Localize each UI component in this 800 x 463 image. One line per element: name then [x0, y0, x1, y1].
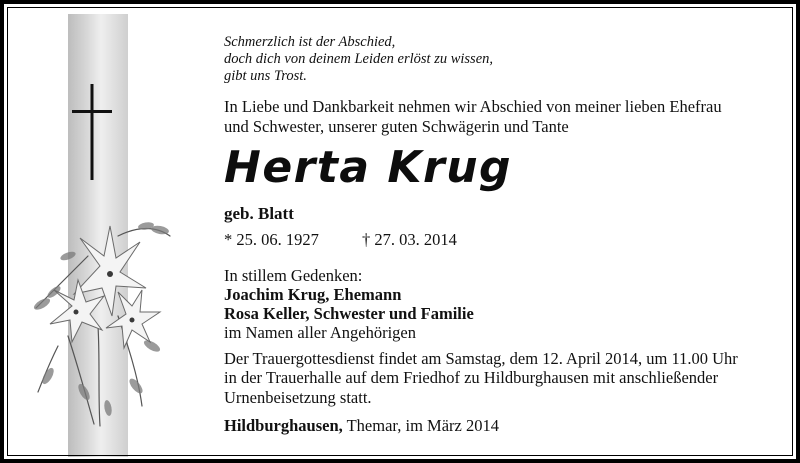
service-line: Urnenbeisetzung statt.	[224, 387, 372, 407]
intro-line: und Schwester, unserer guten Schwägerin und Tante	[224, 117, 569, 136]
death-date: † 27. 03. 2014	[362, 230, 457, 249]
mourners-block	[224, 266, 474, 342]
mourners-heading: In stillem Gedenken:	[224, 266, 363, 285]
intro-line: In Liebe und Dankbarkeit nehmen wir Abschied von meiner lieben Ehefrau	[224, 97, 722, 116]
service-notice	[224, 349, 738, 407]
place-rest: Themar, im März 2014	[342, 416, 499, 435]
place-city: Hildburghausen,	[224, 416, 343, 435]
mourners-relatives: im Namen aller Angehörigen	[224, 323, 416, 342]
service-line: in der Trauerhalle auf dem Friedhof zu Hildburghausen mit anschließender	[224, 368, 719, 388]
deceased-name: Herta Krug	[224, 142, 513, 193]
motto-line: doch dich von deinem Leiden erlöst zu wissen,	[224, 51, 494, 67]
motto-line: Schmerzlich ist der Abschied,	[224, 34, 396, 50]
mourner-sister: Rosa Keller, Schwester und Familie	[224, 304, 474, 323]
maiden-name: geb. Blatt	[224, 204, 294, 223]
motto-verse	[224, 34, 493, 85]
place-and-date	[224, 416, 499, 436]
mourner-husband: Joachim Krug, Ehemann	[224, 285, 402, 304]
motto-line: gibt uns Trost.	[224, 68, 307, 84]
service-line: Der Trauergottesdienst findet am Samstag, dem 12. April 2014, um 11.00 Uhr	[224, 349, 738, 368]
intro-paragraph	[224, 97, 722, 137]
lily-bouquet-icon	[28, 196, 174, 428]
cross-icon	[72, 84, 112, 180]
birth-date: * 25. 06. 1927	[224, 230, 319, 249]
